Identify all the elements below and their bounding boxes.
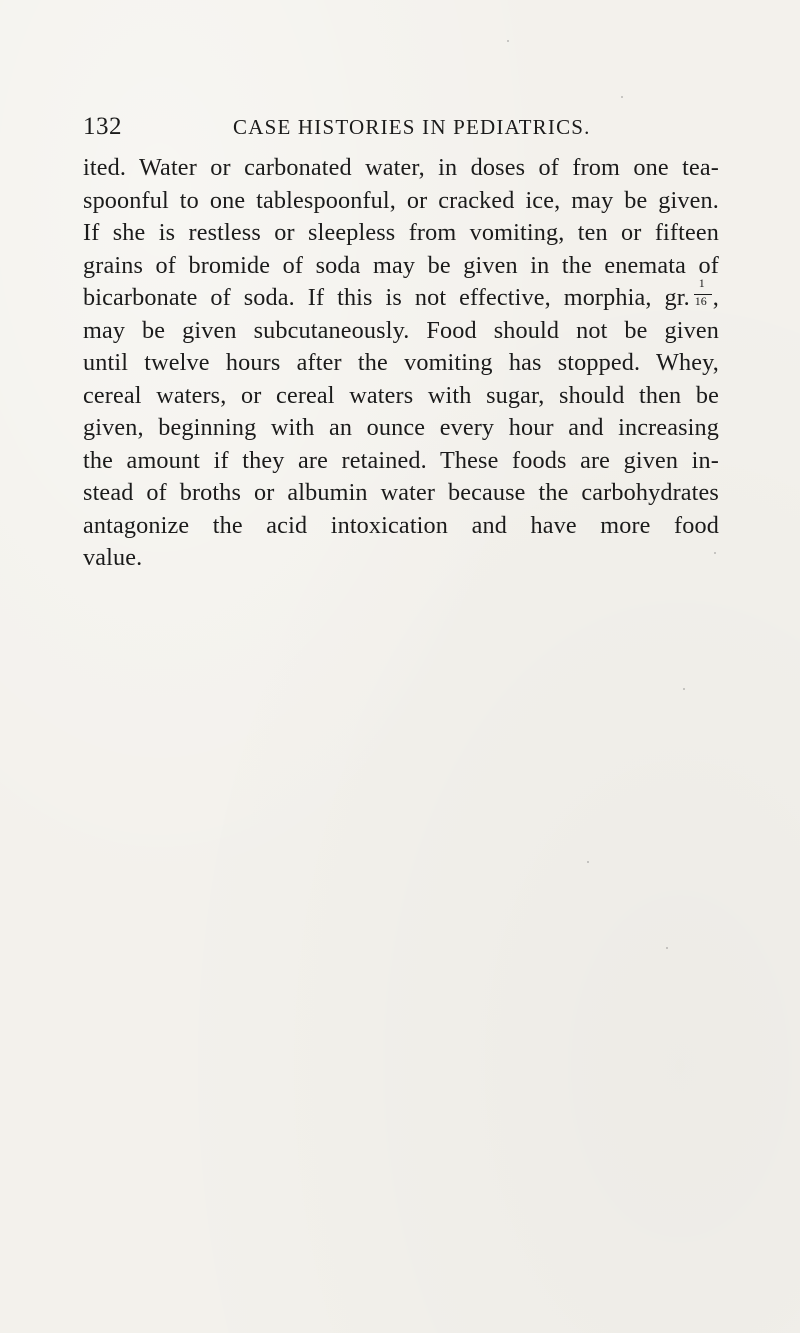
running-title: CASE HISTORIES IN PEDIATRICS.: [233, 115, 591, 139]
text-line-9: given, beginning with an ounce every hour and increasing: [83, 414, 719, 441]
text-line-5: bicarbonate of soda. If this is not effective, morphia, gr.: [83, 284, 690, 311]
body-paragraph: [83, 152, 719, 575]
fraction-trailing-comma: ,: [712, 284, 719, 311]
paper-speck: [587, 861, 589, 863]
paper-speck: [683, 688, 685, 690]
dose-fraction: [694, 276, 712, 308]
paper-speck: [714, 552, 716, 554]
fraction-numerator: 1: [698, 276, 705, 290]
text-line-4: grains of bromide of soda may be given in the enemata of: [83, 251, 719, 279]
text-line-5-with-fraction: [83, 276, 719, 315]
text-line-12: antagonize the acid intoxication and have more food: [83, 511, 719, 539]
page-number: 132: [83, 113, 122, 140]
text-line-1: ited. Water or carbonated water, in doses of from one tea-: [83, 154, 719, 181]
paper-speck: [621, 96, 623, 98]
text-line-11: stead of broths or albumin water because the carbohydrates: [83, 479, 719, 506]
text-line-13: value.: [83, 544, 143, 571]
text-line-2: spoonful to one tablespoonful, or cracked ice, may be given.: [83, 186, 719, 214]
fraction-denominator: 16: [694, 294, 707, 308]
text-line-3: If she is restless or sleepless from vomiting, ten or fifteen: [83, 219, 719, 246]
paper-speck: [507, 40, 509, 42]
paper-speck: [666, 947, 668, 949]
text-line-8: cereal waters, or cereal waters with sugar, should then be: [83, 381, 719, 409]
text-line-10: the amount if they are retained. These foods are given in-: [83, 446, 719, 474]
text-line-7: until twelve hours after the vomiting has stopped. Whey,: [83, 349, 719, 376]
running-head: [83, 113, 719, 143]
text-line-6: may be given subcutaneously. Food should not be given: [83, 316, 719, 344]
